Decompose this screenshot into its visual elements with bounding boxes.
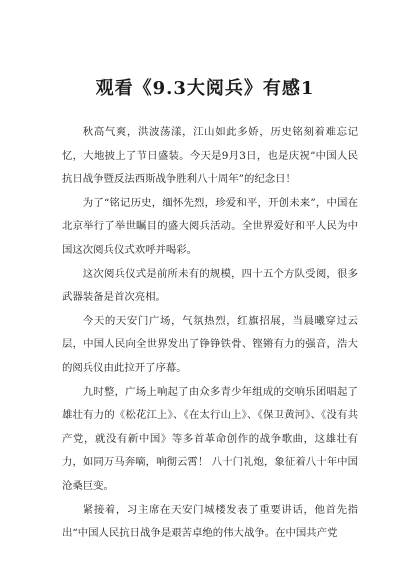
document-title: 观看《9.3大阅兵》有感1 — [95, 78, 315, 99]
paragraph-6: 紧接着，习主席在天安门城楼发表了重要讲话，他首先指出“中国人民抗日战争是艰苦卓绝的伟大战争。在中国共产党 — [62, 503, 358, 540]
document-body — [62, 121, 358, 546]
paragraph-2: 为了“铭记历史，缅怀先烈，珍爱和平，开创未来”，中国在北京举行了举世瞩目的盛大阅兵活动。全世界爱好和平人民为中国这次阅兵仪式欢呼并喝彩。 — [62, 196, 358, 256]
paragraph-4: 今天的天安门广场，气氛热烈，红旗招展，当晨曦穿过云层，中国人民向全世界发出了铮铮铁骨、铿锵有力的强音，浩大的阅兵仪由此拉开了序幕。 — [62, 314, 358, 374]
paragraph-1: 秋高气爽，洪波荡漾，江山如此多娇，历史铭刻着难忘记忆，大地披上了节日盛装。今天是9月3日，也是庆祝“中国人民抗日战争暨反法西斯战争胜利八十周年”的纪念日！ — [62, 126, 358, 186]
paragraph-5: 九时整，广场上响起了由众多青少年组成的交响乐团唱起了雄壮有力的《松花江上》、《在太行山上》、《保卫黄河》、《没有共产党，就没有新中国》等多首革命创作的战争歌曲，这雄壮有力，如同万马奔嘀，响彻云霄！ 八十门礼炮，象征着八十年中国沧桑巨变。 — [62, 385, 358, 492]
paragraph-3: 这次阅兵仪式是前所未有的规模，四十五个方队受阅，很多武器装备是首次亮相。 — [62, 267, 358, 304]
